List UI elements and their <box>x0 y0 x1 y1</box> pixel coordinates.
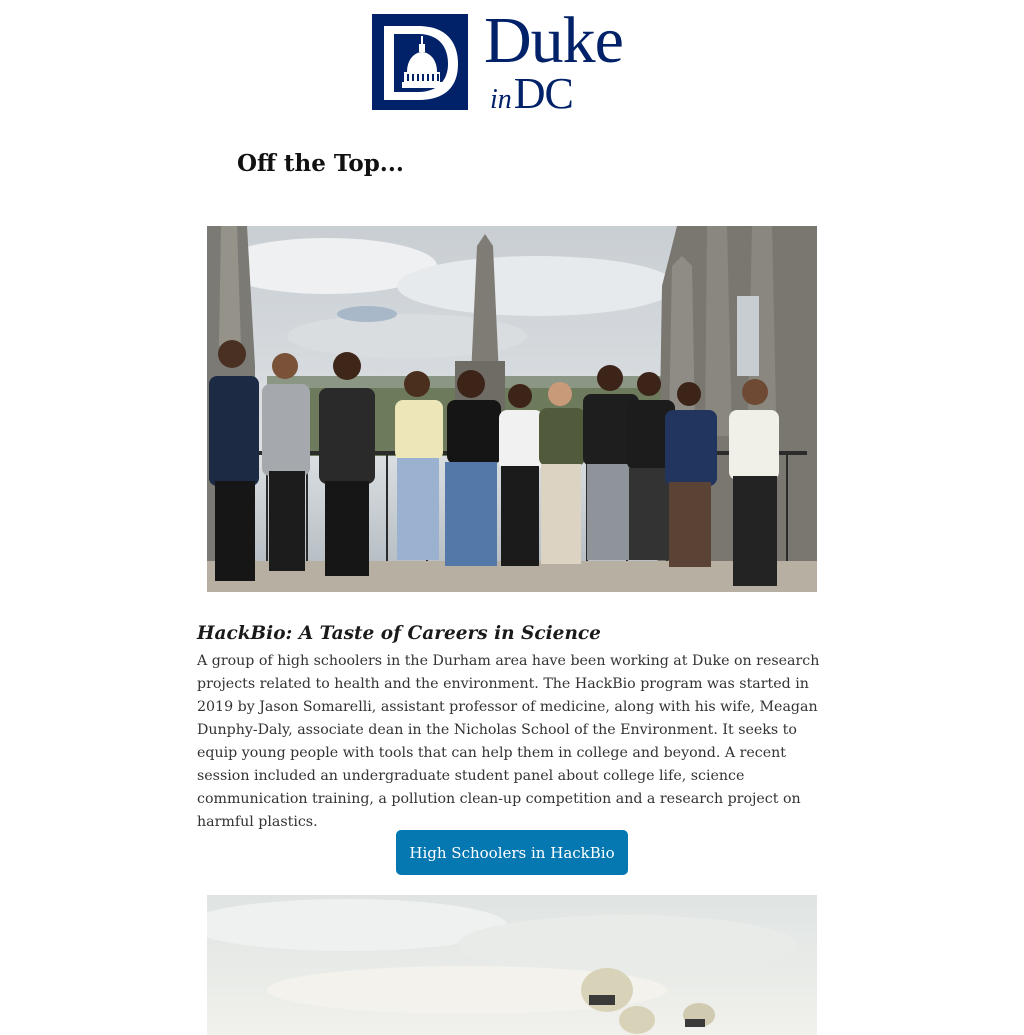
article-body: A group of high schoolers in the Durham area have been working at Duke on research projects related to health and the environment. The HackBio program was started in 2019 by Jason Somarelli, assistant professor of medicine, along with his wife, Meagan Dunphy-Daly, associate dean in the Nicholas School of the Environment. It seeks to equip young people with tools that can help them in college and beyond. A recent session included an undergraduate student panel about college life, science communication training, a pollution clean-up competition and a research project on harmful plastics. <box>197 653 820 830</box>
duke-chapel-d-icon <box>372 14 468 110</box>
duke-in-dc-logo[interactable] <box>372 4 656 118</box>
logo-sub-in-dc <box>490 69 573 124</box>
football-photo-icon <box>207 895 817 1035</box>
logo-word-duke: Duke <box>484 4 623 77</box>
logo-sub-in: in <box>490 84 512 115</box>
article-photo[interactable] <box>207 226 817 592</box>
section-title: Off the Top... <box>237 150 404 177</box>
logo-sub-dc: DC <box>513 69 573 118</box>
article-title: HackBio: A Taste of Careers in Science <box>197 623 601 644</box>
high-schoolers-hackbio-button[interactable]: High Schoolers in HackBio <box>396 830 628 875</box>
group-photo-icon <box>207 226 817 592</box>
next-article-photo[interactable] <box>207 895 817 1035</box>
